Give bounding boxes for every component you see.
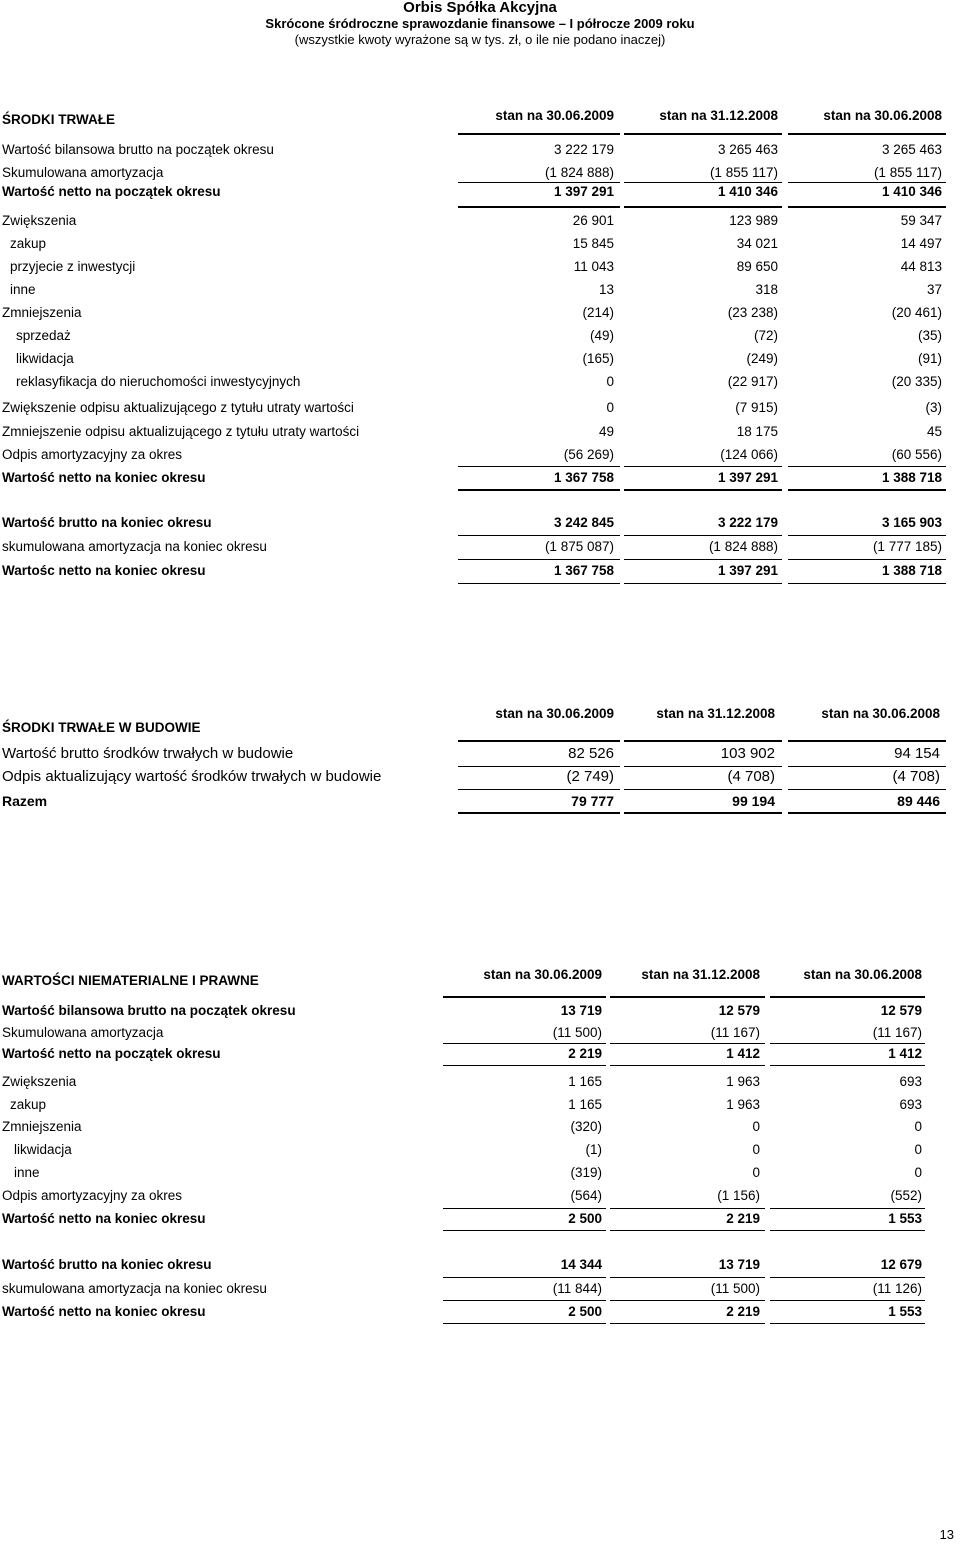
row-rule [610, 1323, 765, 1324]
table-row [0, 1044, 960, 1064]
table-row [0, 303, 960, 323]
row-rule [458, 206, 620, 208]
cell-value: 13 719 [560, 1003, 602, 1018]
row-rule [788, 206, 946, 208]
cell-value: 14 344 [560, 1257, 602, 1272]
cell-value: 123 989 [729, 213, 778, 228]
page-number: 13 [939, 1527, 954, 1542]
cell-value: 89 446 [897, 793, 940, 809]
row-label: zakup [10, 1097, 47, 1112]
row-rule [610, 1230, 765, 1231]
row-rule [788, 766, 946, 767]
row-rule [788, 535, 946, 536]
cell-value: 1 963 [726, 1074, 760, 1089]
table-row [0, 791, 960, 811]
column-rule [443, 996, 606, 998]
row-rule [443, 1043, 606, 1044]
table-row [0, 1255, 960, 1275]
row-label: Zmniejszenie odpisu aktualizującego z tytułu utraty wartości [2, 424, 360, 439]
cell-value: 3 222 179 [717, 515, 778, 530]
table-row [0, 445, 960, 465]
row-rule [458, 766, 620, 767]
row-label: Zwiększenia [2, 1074, 77, 1089]
row-label: Zwiększenia [2, 213, 77, 228]
cell-value: 1 412 [888, 1046, 922, 1061]
cell-value: 44 813 [900, 259, 942, 274]
column-rule [624, 133, 782, 135]
cell-value: 15 845 [572, 236, 614, 251]
row-rule [443, 1230, 606, 1231]
table-row [0, 537, 960, 557]
column-header: stan na 30.06.2008 [823, 108, 942, 123]
row-rule [788, 559, 946, 560]
row-label: Odpis amortyzacyjny za okres [2, 1188, 183, 1203]
cell-value: (49) [589, 328, 614, 343]
row-label: Wartość bilansowa brutto na początek okresu [2, 1003, 296, 1018]
cell-value: 693 [899, 1097, 922, 1112]
cell-value: (35) [917, 328, 942, 343]
row-label: skumulowana amortyzacja na koniec okresu [2, 1281, 267, 1296]
row-rule [458, 489, 620, 491]
row-label: Wartość brutto na koniec okresu [2, 515, 212, 530]
table-row [0, 1072, 960, 1092]
cell-value: (11 167) [710, 1025, 760, 1040]
cell-value: 12 579 [880, 1003, 922, 1018]
table-row [0, 280, 960, 300]
column-rule [458, 133, 620, 135]
row-label: Zmniejszenia [2, 1119, 82, 1134]
row-label: Odpis amortyzacyjny za okres [2, 447, 183, 462]
cell-value: 103 902 [720, 745, 775, 762]
row-rule [788, 583, 946, 584]
cell-value: 318 [755, 282, 778, 297]
row-label: skumulowana amortyzacja na koniec okresu [2, 539, 267, 554]
table-row [0, 211, 960, 231]
row-rule [624, 489, 782, 491]
cell-value: 1 165 [568, 1097, 602, 1112]
cell-value: 79 777 [571, 793, 614, 809]
row-rule [788, 182, 946, 183]
cell-value: (1 777 185) [872, 539, 942, 554]
column-header: stan na 31.12.2008 [656, 706, 775, 721]
table-row [0, 182, 960, 202]
cell-value: (56 269) [563, 447, 614, 462]
column-rule [788, 133, 946, 135]
table-row [0, 234, 960, 254]
column-rule [610, 996, 765, 998]
row-rule [458, 583, 620, 584]
row-label: likwidacja [16, 351, 74, 366]
row-rule [610, 1277, 765, 1278]
cell-value: (3) [925, 400, 942, 415]
row-rule [443, 1323, 606, 1324]
row-label: zakup [10, 236, 47, 251]
cell-value: (7 915) [735, 400, 778, 415]
company-name: Orbis Spółka Akcyjna [403, 0, 557, 16]
column-header: stan na 31.12.2008 [659, 108, 778, 123]
cell-value: 12 679 [880, 1257, 922, 1272]
cell-value: 0 [752, 1119, 760, 1134]
cell-value: 2 219 [726, 1211, 760, 1226]
cell-value: 45 [926, 424, 942, 439]
row-rule [624, 535, 782, 536]
cell-value: 1 367 758 [553, 470, 614, 485]
row-rule [624, 766, 782, 767]
column-rule [770, 996, 925, 998]
cell-value: 26 901 [572, 213, 614, 228]
report-note: (wszystkie kwoty wyrażone są w tys. zł, o ile nie podano inaczej) [294, 32, 666, 47]
cell-value: (72) [753, 328, 778, 343]
cell-value: 0 [914, 1165, 922, 1180]
cell-value: (2 749) [566, 768, 614, 785]
row-rule [770, 1043, 925, 1044]
section-title: ŚRODKI TRWAŁE [2, 112, 116, 127]
row-label: inne [14, 1165, 40, 1180]
row-rule [443, 1208, 606, 1209]
cell-value: 2 219 [568, 1046, 602, 1061]
cell-value: 3 265 463 [717, 142, 778, 157]
row-label: Skumulowana amortyzacja [2, 165, 164, 180]
row-label: Wartość netto na koniec okresu [2, 470, 206, 485]
cell-value: (1) [585, 1142, 602, 1157]
table-row [0, 1095, 960, 1115]
cell-value: (22 917) [727, 374, 778, 389]
table-row [0, 257, 960, 277]
row-rule [458, 535, 620, 536]
cell-value: 1 963 [726, 1097, 760, 1112]
cell-value: 0 [752, 1165, 760, 1180]
cell-value: (20 461) [891, 305, 942, 320]
row-rule [624, 583, 782, 584]
cell-value: 13 719 [718, 1257, 760, 1272]
cell-value: 1 397 291 [717, 470, 778, 485]
cell-value: 1 388 718 [881, 563, 942, 578]
cell-value: 18 175 [736, 424, 778, 439]
row-label: Wartośc netto na koniec okresu [2, 563, 206, 578]
cell-value: 1 165 [568, 1074, 602, 1089]
row-rule [610, 1208, 765, 1209]
table-row [0, 422, 960, 442]
cell-value: 1 397 291 [553, 184, 614, 199]
cell-value: 3 242 845 [553, 515, 614, 530]
cell-value: 49 [598, 424, 614, 439]
table-row [0, 1117, 960, 1137]
cell-value: 13 [598, 282, 614, 297]
cell-value: 1 410 346 [881, 184, 942, 199]
cell-value: (124 066) [720, 447, 778, 462]
cell-value: 1 397 291 [717, 563, 778, 578]
table-row [0, 398, 960, 418]
row-label: inne [10, 282, 36, 297]
row-rule [770, 1323, 925, 1324]
row-label: Wartość brutto środków trwałych w budowie [2, 745, 294, 762]
cell-value: 99 194 [732, 793, 775, 809]
cell-value: (11 126) [872, 1281, 922, 1296]
row-label: Wartość netto na koniec okresu [2, 1304, 206, 1319]
row-rule [458, 812, 620, 814]
column-header: stan na 30.06.2008 [803, 967, 922, 982]
cell-value: 12 579 [718, 1003, 760, 1018]
row-rule [624, 789, 782, 790]
cell-value: 0 [606, 400, 614, 415]
table-row [0, 1001, 960, 1021]
table-row [0, 744, 960, 764]
table-row [0, 349, 960, 369]
cell-value: 34 021 [736, 236, 778, 251]
row-label: likwidacja [14, 1142, 72, 1157]
column-header: stan na 30.06.2009 [483, 967, 602, 982]
row-rule [610, 1065, 765, 1066]
row-label: Wartość netto na koniec okresu [2, 1211, 206, 1226]
row-rule [624, 466, 782, 467]
row-rule [788, 466, 946, 467]
cell-value: (60 556) [891, 447, 942, 462]
cell-value: 693 [899, 1074, 922, 1089]
cell-value: 94 154 [894, 745, 940, 762]
cell-value: 1 553 [888, 1211, 922, 1226]
cell-value: 0 [606, 374, 614, 389]
row-label: Wartość brutto na koniec okresu [2, 1257, 212, 1272]
table-row [0, 1186, 960, 1206]
cell-value: 59 347 [900, 213, 942, 228]
row-rule [788, 489, 946, 491]
row-label: Odpis aktualizujący wartość środków trwałych w budowie [2, 768, 382, 785]
table-row [0, 468, 960, 488]
row-label: Zwiększenie odpisu aktualizującego z tytułu utraty wartości [2, 400, 354, 415]
cell-value: 3 222 179 [553, 142, 614, 157]
cell-value: (11 500) [710, 1281, 760, 1296]
cell-value: 14 497 [900, 236, 942, 251]
cell-value: (320) [570, 1119, 602, 1134]
cell-value: (552) [890, 1188, 922, 1203]
cell-value: (11 500) [552, 1025, 602, 1040]
table-row [0, 372, 960, 392]
cell-value: 2 219 [726, 1304, 760, 1319]
section-title: WARTOŚCI NIEMATERIALNE I PRAWNE [2, 973, 259, 988]
table-row [0, 140, 960, 160]
row-rule [458, 466, 620, 467]
cell-value: 2 500 [568, 1211, 602, 1226]
row-rule [624, 182, 782, 183]
cell-value: (564) [570, 1188, 602, 1203]
cell-value: (1 824 888) [708, 539, 778, 554]
column-rule [624, 740, 782, 742]
row-label: Razem [2, 793, 48, 809]
table-row [0, 163, 960, 183]
cell-value: (1 855 117) [709, 165, 778, 180]
section-title: ŚRODKI TRWAŁE W BUDOWIE [2, 720, 201, 735]
cell-value: 89 650 [736, 259, 778, 274]
row-rule [443, 1065, 606, 1066]
row-label: przyjecie z inwestycji [10, 259, 136, 274]
table-row [0, 561, 960, 581]
table-row [0, 767, 960, 787]
row-label: Skumulowana amortyzacja [2, 1025, 164, 1040]
cell-value: (91) [917, 351, 942, 366]
row-rule [770, 1300, 925, 1301]
cell-value: (319) [570, 1165, 602, 1180]
row-label: reklasyfikacja do nieruchomości inwestycyjnych [16, 374, 301, 389]
cell-value: 3 265 463 [881, 142, 942, 157]
cell-value: 1 367 758 [553, 563, 614, 578]
cell-value: (11 167) [872, 1025, 922, 1040]
cell-value: 11 043 [573, 259, 614, 274]
cell-value: (1 156) [717, 1188, 760, 1203]
cell-value: (1 855 117) [873, 165, 942, 180]
cell-value: 82 526 [568, 745, 614, 762]
column-rule [788, 740, 946, 742]
cell-value: (4 708) [727, 768, 775, 785]
table-row [0, 1209, 960, 1229]
row-rule [770, 1277, 925, 1278]
cell-value: (1 875 087) [544, 539, 614, 554]
table-row [0, 326, 960, 346]
row-rule [770, 1065, 925, 1066]
cell-value: 1 412 [726, 1046, 760, 1061]
cell-value: (11 844) [552, 1281, 602, 1296]
column-header: stan na 30.06.2009 [495, 706, 614, 721]
column-header: stan na 30.06.2008 [821, 706, 940, 721]
table-row [0, 1302, 960, 1322]
cell-value: 1 553 [888, 1304, 922, 1319]
cell-value: (214) [582, 305, 614, 320]
table-row [0, 1163, 960, 1183]
cell-value: (165) [582, 351, 614, 366]
row-rule [788, 812, 946, 814]
row-rule [770, 1208, 925, 1209]
cell-value: 0 [752, 1142, 760, 1157]
row-label: Zmniejszenia [2, 305, 82, 320]
cell-value: 0 [914, 1119, 922, 1134]
row-rule [458, 182, 620, 183]
row-rule [610, 1300, 765, 1301]
row-label: Wartość netto na początek okresu [2, 1046, 221, 1061]
report-title: Skrócone śródroczne sprawozdanie finansowe – I półrocze 2009 roku [265, 16, 695, 31]
row-rule [610, 1043, 765, 1044]
cell-value: 1 388 718 [881, 470, 942, 485]
row-rule [624, 812, 782, 814]
row-rule [443, 1277, 606, 1278]
row-rule [770, 1230, 925, 1231]
cell-value: (249) [746, 351, 778, 366]
row-rule [624, 559, 782, 560]
cell-value: 0 [914, 1142, 922, 1157]
row-rule [443, 1300, 606, 1301]
cell-value: 1 410 346 [717, 184, 778, 199]
table-row [0, 1023, 960, 1043]
row-rule [458, 789, 620, 790]
column-header: stan na 31.12.2008 [641, 967, 760, 982]
cell-value: (4 708) [892, 768, 940, 785]
cell-value: 3 165 903 [881, 515, 942, 530]
row-label: Wartość bilansowa brutto na początek okresu [2, 142, 274, 157]
column-rule [458, 740, 620, 742]
cell-value: 37 [926, 282, 942, 297]
row-rule [788, 789, 946, 790]
column-header: stan na 30.06.2009 [495, 108, 614, 123]
row-label: sprzedaż [16, 328, 71, 343]
table-row [0, 1279, 960, 1299]
table-row [0, 513, 960, 533]
cell-value: (23 238) [727, 305, 778, 320]
cell-value: 2 500 [568, 1304, 602, 1319]
cell-value: (20 335) [891, 374, 942, 389]
row-label: Wartość netto na początek okresu [2, 184, 221, 199]
row-rule [624, 206, 782, 208]
table-row [0, 1140, 960, 1160]
row-rule [458, 559, 620, 560]
cell-value: (1 824 888) [544, 165, 614, 180]
